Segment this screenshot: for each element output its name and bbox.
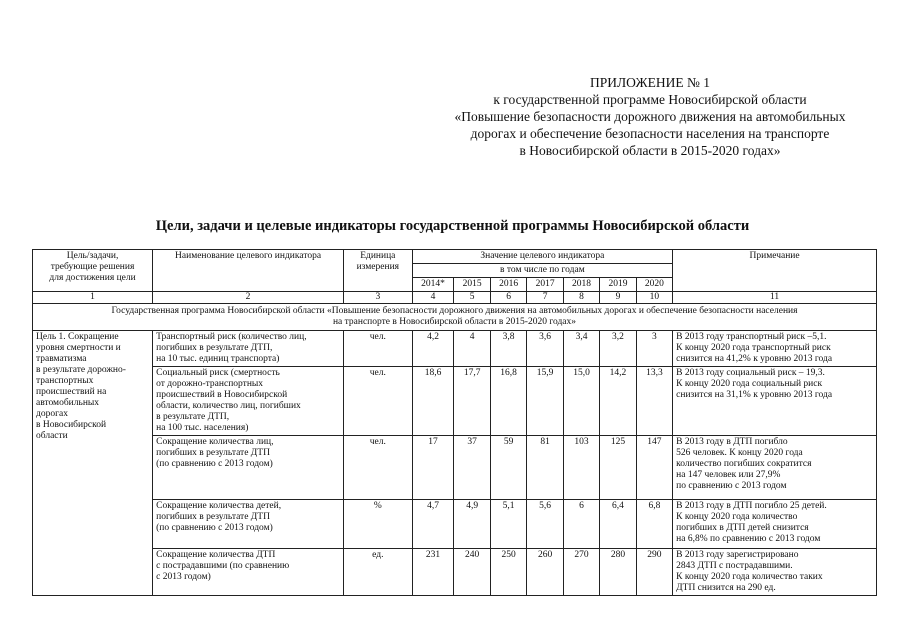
appendix-header: [400, 74, 900, 159]
value-cell: 3: [636, 331, 672, 367]
indicator-cell: [153, 436, 344, 500]
column-number: 9: [600, 292, 636, 304]
note-line: В 2013 году социальный риск – 19,3.: [676, 368, 825, 378]
column-number: 5: [454, 292, 490, 304]
program-name-line: на транспорте в Новосибирской области в 2015-2020 годах»: [332, 317, 577, 327]
value-cell: 250: [490, 549, 526, 596]
note-line: К концу 2020 года количество: [676, 512, 798, 522]
value-cell: 4,9: [454, 500, 490, 549]
header-goal-line: требующие решения: [50, 262, 135, 272]
value-cell: 17,7: [454, 367, 490, 436]
indicator-line: области, количество лиц, погибших: [156, 401, 301, 411]
appendix-line: к государственной программе Новосибирской области: [493, 92, 807, 107]
goal-line: травматизма: [36, 354, 87, 364]
column-number: 8: [563, 292, 599, 304]
goal-line: Цель 1. Сокращение: [36, 332, 119, 342]
indicator-line: (по сравнению с 2013 годом): [156, 523, 273, 533]
note-cell: [673, 549, 877, 596]
note-line: ДТП снизится на 290 ед.: [676, 583, 776, 593]
header-year: 2017: [527, 278, 563, 292]
value-cell: 260: [527, 549, 563, 596]
value-cell: 4,2: [412, 331, 454, 367]
value-cell: 5,6: [527, 500, 563, 549]
note-line: 2843 ДТП с пострадавшими.: [676, 561, 793, 571]
goal-line: области: [36, 431, 68, 441]
note-line: В 2013 году в ДТП погибло: [676, 437, 788, 447]
header-note: Примечание: [673, 250, 877, 292]
goal-line: происшествий на: [36, 387, 107, 397]
indicator-line: (по сравнению с 2013 годом): [156, 459, 273, 469]
goal-line: уровня смертности и: [36, 343, 121, 353]
unit-cell: %: [344, 500, 413, 549]
note-line: К концу 2020 года количество таких: [676, 572, 823, 582]
indicator-line: погибших в результате ДТП: [156, 448, 270, 458]
header-year: 2020: [636, 278, 672, 292]
note-line: на 147 человек или 27,9%: [676, 470, 781, 480]
indicator-line: Сокращение количества лиц,: [156, 437, 274, 447]
goal-line: автомобильных: [36, 398, 100, 408]
value-cell: 280: [600, 549, 636, 596]
goal-line: дорогах: [36, 409, 68, 419]
indicator-cell: [153, 331, 344, 367]
indicator-line: Социальный риск (смертность: [156, 368, 280, 378]
note-line: 526 человек. К концу 2020 года: [676, 448, 803, 458]
indicator-line: на 100 тыс. населения): [156, 423, 249, 433]
note-line: по сравнению с 2013 годом: [676, 481, 787, 491]
appendix-line: ПРИЛОЖЕНИЕ № 1: [589, 75, 711, 90]
indicator-line: происшествий в Новосибирской: [156, 390, 288, 400]
header-goal: [33, 250, 153, 292]
value-cell: 3,8: [490, 331, 526, 367]
value-cell: 290: [636, 549, 672, 596]
header-indicator: Наименование целевого индикатора: [153, 250, 344, 292]
indicator-line: Сокращение количества ДТП: [156, 550, 276, 560]
indicator-line: с пострадавшими (по сравнению: [156, 561, 290, 571]
note-line: количество погибших сократится: [676, 459, 812, 469]
value-cell: 6: [563, 500, 599, 549]
header-unit-line: Единица: [360, 251, 396, 261]
indicator-line: от дорожно-транспортных: [156, 379, 264, 389]
note-line: погибших в ДТП детей снизится: [676, 523, 809, 533]
table-row: [33, 549, 877, 596]
value-cell: 270: [563, 549, 599, 596]
unit-cell: ед.: [344, 549, 413, 596]
indicator-line: Транспортный риск (количество лиц,: [156, 332, 307, 342]
note-line: на 6,8% по сравнению с 2013 годом: [676, 534, 821, 544]
indicator-cell: [153, 367, 344, 436]
column-number: 1: [33, 292, 153, 304]
header-value: Значение целевого индикатора: [412, 250, 673, 264]
column-number-row: [33, 292, 877, 304]
note-cell: [673, 500, 877, 549]
note-cell: [673, 436, 877, 500]
value-cell: 231: [412, 549, 454, 596]
column-number: 11: [673, 292, 877, 304]
header-year: 2019: [600, 278, 636, 292]
table-header-row: [33, 250, 877, 264]
value-cell: 147: [636, 436, 672, 500]
indicator-line: с 2013 годом): [156, 572, 211, 582]
value-cell: 13,3: [636, 367, 672, 436]
value-cell: 81: [527, 436, 563, 500]
value-cell: 17: [412, 436, 454, 500]
value-cell: 103: [563, 436, 599, 500]
header-unit-line: измерения: [356, 262, 400, 272]
value-cell: 3,2: [600, 331, 636, 367]
appendix-line: в Новосибирской области в 2015-2020 годах»: [519, 143, 781, 158]
note-cell: [673, 331, 877, 367]
column-number: 10: [636, 292, 672, 304]
unit-cell: чел.: [344, 331, 413, 367]
program-name-line: Государственная программа Новосибирской области «Повышение безопасности дорожного движения на автомобильных дорогах и обеспечение безопасности населения: [111, 306, 798, 316]
header-year: 2015: [454, 278, 490, 292]
header-year: 2016: [490, 278, 526, 292]
indicator-line: в результате ДТП,: [156, 412, 230, 422]
note-line: снизится на 31,1% к уровню 2013 года: [676, 390, 833, 400]
column-number: 4: [412, 292, 454, 304]
value-cell: 6,4: [600, 500, 636, 549]
indicator-cell: [153, 500, 344, 549]
header-by-years: в том числе по годам: [412, 264, 673, 278]
value-cell: 16,8: [490, 367, 526, 436]
value-cell: 15,9: [527, 367, 563, 436]
note-cell: [673, 367, 877, 436]
table-row: [33, 331, 877, 367]
column-number: 7: [527, 292, 563, 304]
unit-cell: чел.: [344, 367, 413, 436]
header-goal-line: для достижения цели: [49, 273, 136, 283]
value-cell: 240: [454, 549, 490, 596]
page-title: Цели, задачи и целевые индикаторы государственной программы Новосибирской области: [155, 218, 750, 234]
appendix-line: «Повышение безопасности дорожного движения на автомобильных: [454, 109, 846, 124]
value-cell: 4: [454, 331, 490, 367]
header-year: 2018: [563, 278, 599, 292]
indicator-cell: [153, 549, 344, 596]
note-line: В 2013 году транспортный риск –5,1.: [676, 332, 827, 342]
value-cell: 37: [454, 436, 490, 500]
value-cell: 3,4: [563, 331, 599, 367]
header-year: 2014*: [412, 278, 454, 292]
note-line: В 2013 году зарегистрировано: [676, 550, 799, 560]
note-line: В 2013 году в ДТП погибло 25 детей.: [676, 501, 827, 511]
indicator-line: на 10 тыс. единиц транспорта): [156, 354, 280, 364]
value-cell: 5,1: [490, 500, 526, 549]
program-row: [33, 304, 877, 331]
value-cell: 6,8: [636, 500, 672, 549]
header-goal-line: Цель/задачи,: [66, 251, 119, 261]
column-number: 6: [490, 292, 526, 304]
program-name: [33, 304, 877, 331]
goal-line: транспортных: [36, 376, 94, 386]
value-cell: 3,6: [527, 331, 563, 367]
goal-cell: [33, 331, 153, 596]
value-cell: 18,6: [412, 367, 454, 436]
note-line: К концу 2020 года социальный риск: [676, 379, 823, 389]
table-row: [33, 367, 877, 436]
value-cell: 125: [600, 436, 636, 500]
value-cell: 59: [490, 436, 526, 500]
indicator-line: погибших в результате ДТП: [156, 512, 270, 522]
value-cell: 14,2: [600, 367, 636, 436]
column-number: 2: [153, 292, 344, 304]
indicator-line: Сокращение количества детей,: [156, 501, 282, 511]
value-cell: 4,7: [412, 500, 454, 549]
table-row: [33, 436, 877, 500]
indicators-table: [32, 249, 877, 596]
value-cell: 15,0: [563, 367, 599, 436]
indicator-line: погибших в результате ДТП,: [156, 343, 273, 353]
table-row: [33, 500, 877, 549]
header-unit: [344, 250, 413, 292]
goal-line: в результате дорожно-: [36, 365, 126, 375]
column-number: 3: [344, 292, 413, 304]
unit-cell: чел.: [344, 436, 413, 500]
note-line: снизится на 41,2% к уровню 2013 года: [676, 354, 833, 364]
appendix-line: дорогах и обеспечение безопасности населения на транспорте: [470, 126, 830, 141]
note-line: К концу 2020 года транспортный риск: [676, 343, 831, 353]
goal-line: в Новосибирской: [36, 420, 107, 430]
